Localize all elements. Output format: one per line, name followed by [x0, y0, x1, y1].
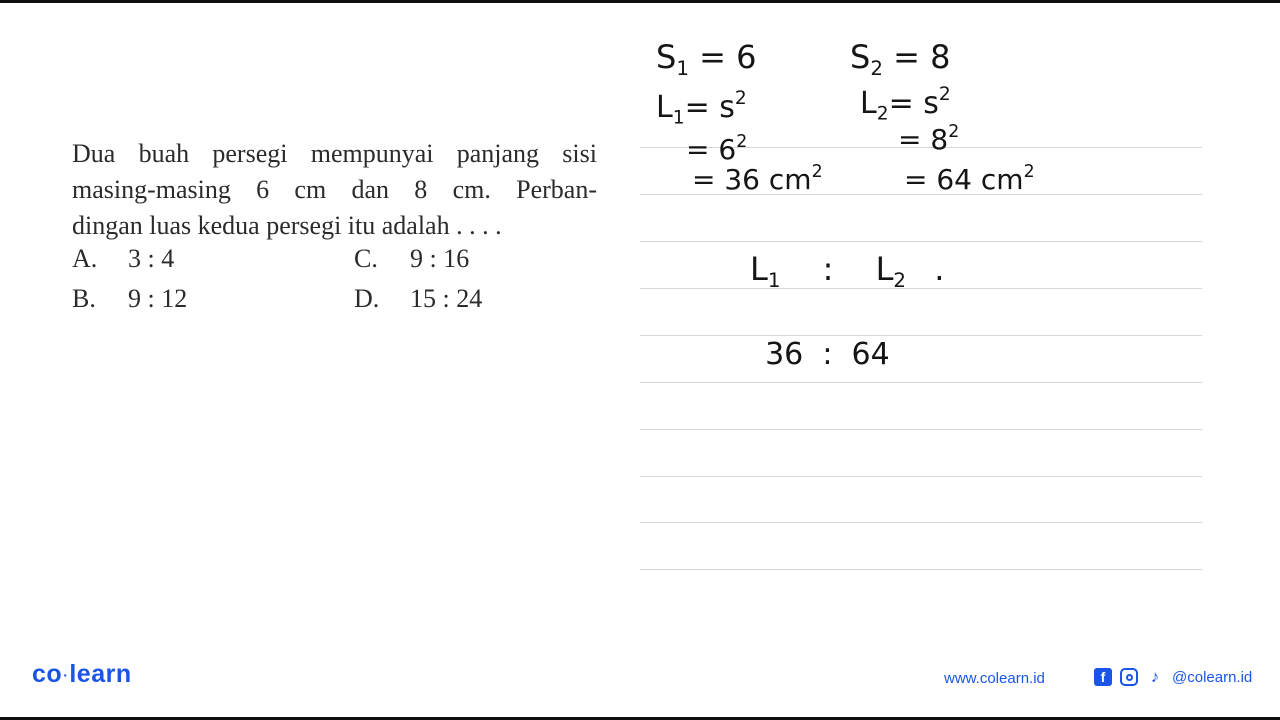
- question-line-3: dingan luas kedua persegi itu adalah . . . .: [72, 211, 502, 240]
- question-line-2: masing-masing 6 cm dan 8 cm. Perban-: [72, 175, 597, 204]
- handwriting-l2-step: = $8^2$: [898, 122, 960, 157]
- social-links: [1094, 668, 1252, 686]
- colearn-logo: co·learn: [32, 660, 132, 688]
- option-value: 9 : 12: [128, 284, 188, 313]
- option-letter: D.: [354, 284, 380, 313]
- handwriting-s2: $S_2 = 8$: [850, 38, 951, 80]
- rule-line: [640, 569, 1202, 570]
- option-value: 9 : 16: [410, 244, 470, 273]
- rule-line: [640, 335, 1202, 336]
- option-value: 3 : 4: [128, 244, 175, 273]
- rule-line: [640, 522, 1202, 523]
- handwriting-l2-result: = 64 $cm^2$: [904, 162, 1035, 197]
- facebook-icon[interactable]: f: [1094, 668, 1112, 686]
- option-value: 15 : 24: [410, 284, 483, 313]
- option-letter: A.: [72, 244, 98, 273]
- option-letter: B.: [72, 284, 96, 313]
- handwriting-ratio-vars: $L_1$ : $L_2$ .: [750, 250, 945, 292]
- top-border: [0, 0, 1280, 3]
- option-b: [72, 284, 187, 314]
- handwriting-l1-result: = 36 $cm^2$: [692, 162, 823, 197]
- tiktok-icon[interactable]: ♪: [1150, 667, 1160, 686]
- handwriting-l1: $L_1= s^2$: [656, 88, 747, 129]
- rule-line: [640, 429, 1202, 430]
- instagram-icon[interactable]: [1120, 668, 1138, 686]
- option-d: [354, 284, 482, 314]
- social-handle[interactable]: @colearn.id: [1172, 668, 1253, 686]
- handwriting-s1: $S_1 = 6$: [656, 38, 757, 80]
- option-c: [354, 244, 469, 274]
- website-link[interactable]: www.colearn.id: [944, 670, 1045, 687]
- handwriting-ratio-values: 36 : 64: [765, 337, 890, 372]
- question-line-1: Dua buah persegi mempunyai panjang sisi: [72, 139, 597, 168]
- rule-line: [640, 476, 1202, 477]
- handwriting-l2: $L_2= s^2$: [860, 84, 951, 125]
- rule-line: [640, 382, 1202, 383]
- option-a: [72, 244, 174, 274]
- option-letter: C.: [354, 244, 378, 273]
- rule-line: [640, 241, 1202, 242]
- question-text: [72, 136, 597, 244]
- handwriting-l1-step: = $6^2$: [686, 132, 748, 167]
